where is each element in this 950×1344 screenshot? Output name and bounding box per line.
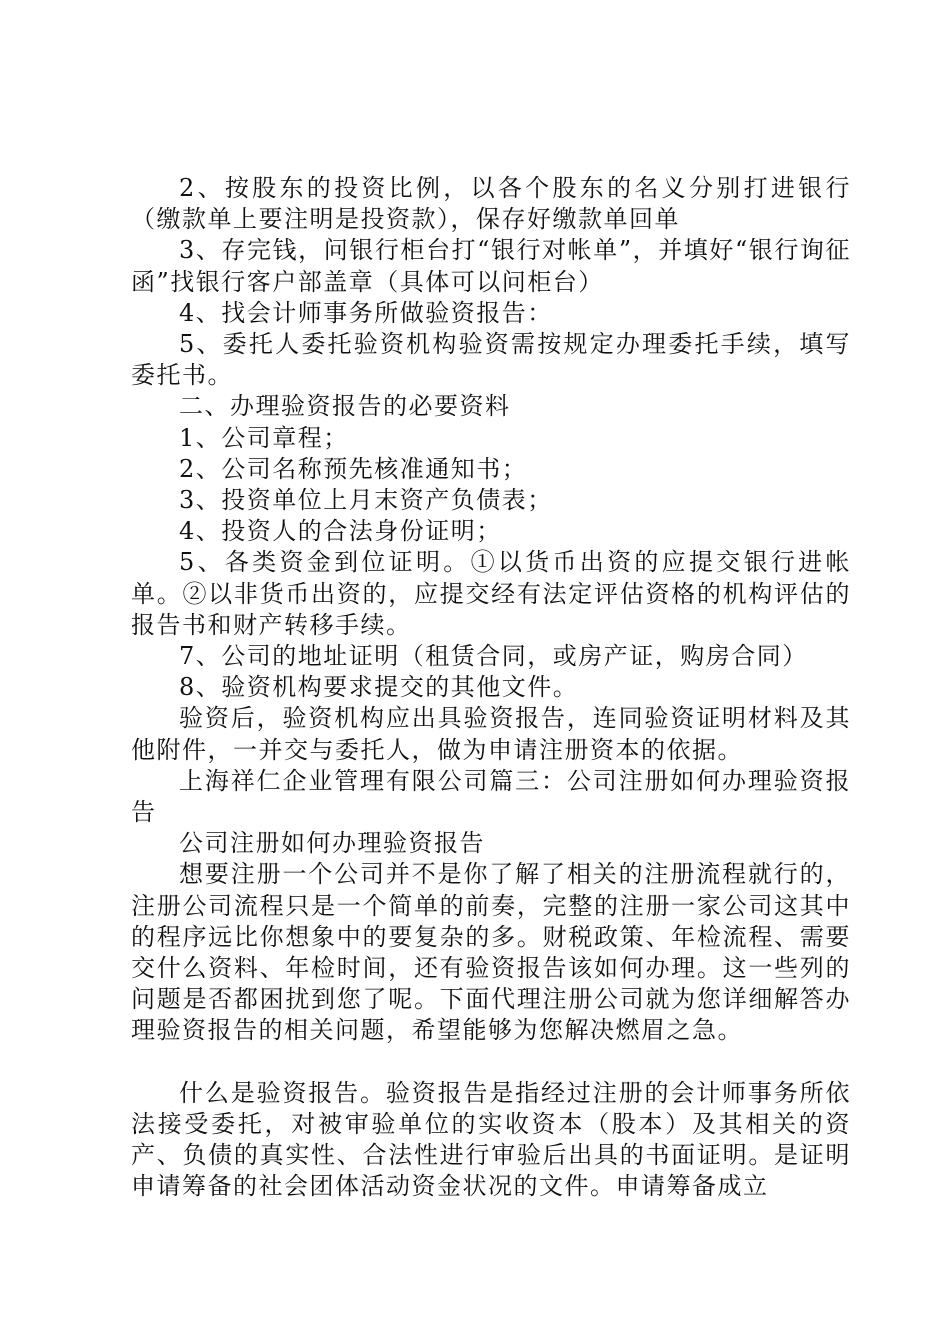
paragraph-after-verification: 验资后，验资机构应出具验资报告，连同验资证明材料及其他附件，一并交与委托人，做为申请注册资本的依据。 (131, 704, 851, 764)
list-item-material-7: 7、公司的地址证明（租赁合同，或房产证，购房合同） (179, 642, 808, 671)
paragraph-step-5: 5、委托人委托验资机构验资需按规定办理委托手续，填写委托书。 (131, 330, 851, 390)
list-item-material-1: 1、公司章程； (179, 423, 349, 452)
paragraph-step-4: 4、找会计师事务所做验资报告： (179, 298, 553, 327)
paragraph-step-3: 3、存完钱，问银行柜台打“银行对帐单”，并填好“银行询征函”找银行客户部盖章（具体可以问柜台） (131, 236, 851, 296)
article-title: 公司注册如何办理验资报告 (179, 829, 485, 858)
paragraph-definition: 什么是验资报告。验资报告是指经过注册的会计师事务所依法接受委托，对被审验单位的实收资本（股本）及其相关的资产、负债的真实性、合法性进行审验后出具的书面证明。是证明申请筹备的社会团体活动资金状况的文件。申请筹备成立 (131, 1078, 851, 1201)
section-heading-materials: 二、办理验资报告的必要资料 (179, 392, 511, 421)
paragraph-step-2: 2、按股东的投资比例，以各个股东的名义分别打进银行（缴款单上要注明是投资款），保存好缴款单回单 (131, 174, 851, 234)
list-item-material-4: 4、投资人的合法身份证明； (179, 517, 502, 546)
paragraph-chapter-three: 上海祥仁企业管理有限公司篇三：公司注册如何办理验资报告 (131, 766, 851, 827)
blank-line (131, 1047, 851, 1078)
list-item-material-2: 2、公司名称预先核准通知书； (179, 454, 528, 483)
document-body (131, 173, 851, 1203)
list-item-material-3: 3、投资单位上月末资产负债表； (179, 486, 553, 515)
list-item-material-8: 8、验资机构要求提交的其他文件。 (179, 673, 579, 702)
paragraph-intro: 想要注册一个公司并不是你了解了相关的注册流程就行的，注册公司流程只是一个简单的前奏，完整的注册一家公司这其中的程序远比你想象中的要复杂的多。财税政策、年检流程、需要交什么资料、年检时间，还有验资报告该如何办理。这一些列的问题是否都困扰到您了呢。下面代理注册公司就为您详细解答办理验资报告的相关问题，希望能够为您解决燃眉之急。 (131, 860, 851, 1045)
list-item-material-5: 5、各类资金到位证明。①以货币出资的应提交银行进帐单。②以非货币出资的，应提交经有法定评估资格的机构评估的报告书和财产转移手续。 (131, 548, 851, 639)
